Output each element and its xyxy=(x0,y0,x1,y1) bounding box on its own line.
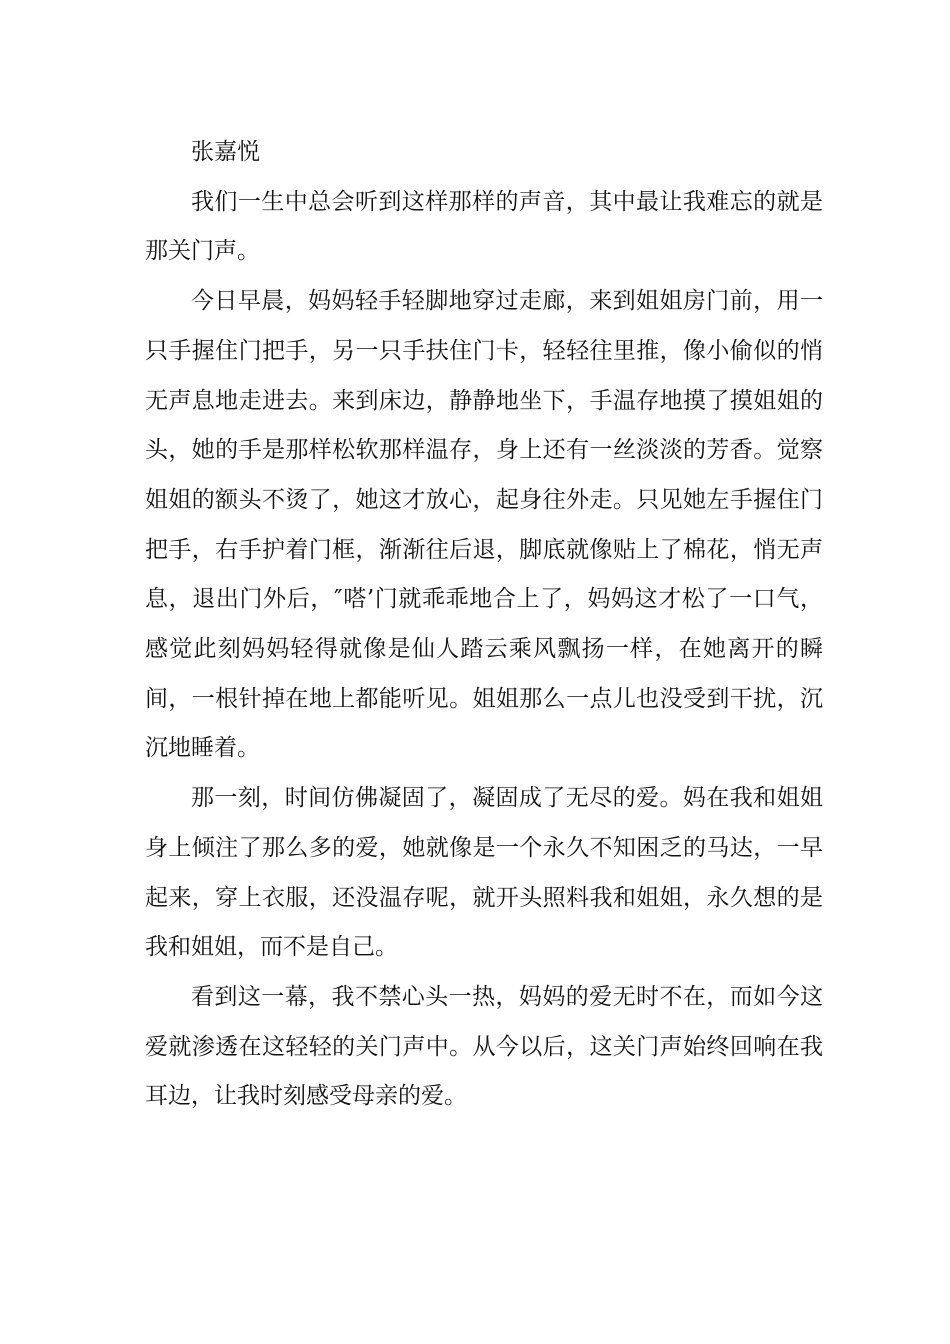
author-name: 张嘉悦 xyxy=(191,139,260,165)
essay-body xyxy=(145,128,823,1122)
paragraph-1: 我们一生中总会听到这样那样的声音，其中最让我难忘的就是那关门声。 xyxy=(145,188,823,265)
paragraph-3: 那一刻，时间仿佛凝固了，凝固成了无尽的爱。妈在我和姐姐身上倾注了那么多的爱，她就像是一个永久不知困乏的马达，一早起来，穿上衣服，还没温存呢，就开头照料我和姐姐，永久想的是我和姐姐，而不是自己。 xyxy=(145,785,823,961)
paragraph-2: 今日早晨，妈妈轻手轻脚地穿过走廊，来到姐姐房门前，用一只手握住门把手，另一只手扶住门卡，轻轻往里推，像小偷似的悄无声息地走进去。来到床边，静静地坐下，手温存地摸了摸姐姐的头，她的手是那样松软那样温存，身上还有一丝淡淡的芳香。觉察姐姐的额头不烫了，她这才放心，起身往外走。只见她左手握住门把手，右手护着门框，渐渐往后退，脚底就像贴上了棉花，悄无声息，退出门外后，″嗒’门就乖乖地合上了，妈妈这才松了一口气，感觉此刻妈妈轻得就像是仙人踏云乘风飘扬一样，在她离开的瞬间，一根针掉在地上都能听见。姐姐那么一点儿也没受到干扰，沉沉地睡着。 xyxy=(145,288,823,762)
paragraph-4: 看到这一幕，我不禁心头一热，妈妈的爱无时不在，而如今这爱就渗透在这轻轻的关门声中。从今以后，这关门声始终回响在我耳边，让我时刻感受母亲的爱。 xyxy=(145,983,823,1110)
